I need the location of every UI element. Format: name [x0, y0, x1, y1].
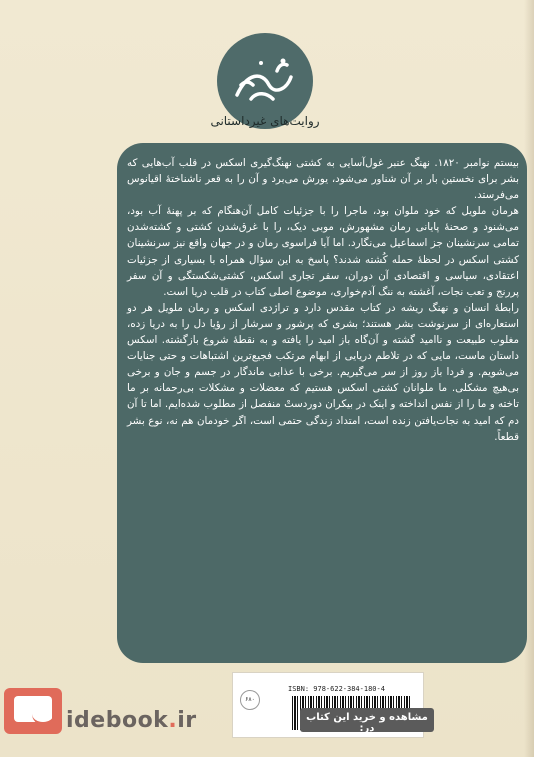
blurb-text	[127, 155, 519, 445]
watermark-brand-main: idebook	[66, 708, 169, 733]
price-badge: ۶۸۰	[240, 690, 260, 710]
blurb-paragraph-3: رابطهٔ انسان و نهنگ ریشه در کتاب مقدس دارد و تراژدی اسکس و رمان ملویل هر دو استعاره‌ای از سرنوشت بشر هستند؛ بشری که پرشور و سرشار از رؤیا دل را به دریا زده، مغلوب طبیعت و ناامید گشته و آن‌گاه باز امید را یافته و به نقطهٔ شروع بازگشته. اسکس داستان ماست، مایی که در تلاطم دریایی از ابهام مرتکب فجیع‌ترین اشتباهات و حتی جنایات می‌شویم. و فردا باز روز از سر می‌گیریم. برخی با عذابی ماندگار در جسم و جان و برخی بی‌هیچ مشکلی. ما ملوانان کشتی اسکس هستیم که معضلات و مشکلات بی‌رحمانه بر ما تاخته و ما را از نفس انداخته و اینک در بیکران دوردستْ منفصل از مطلوب شده‌ایم. اما تا آن دم که امید به نجات‌یافتن زنده است، امتداد زندگی حتمی است، اگر خودمان هم نه، نوع بشر قطعاً.	[127, 301, 519, 443]
blurb-panel	[117, 143, 527, 663]
blurb-paragraph-2: هرمان ملویل که خود ملوان بود، ماجرا را با جزئیات کامل آن‌هنگام که بر پهنهٔ آب بود، می‌شنود و صحنهٔ پایانی رمان مشهورش، موبی دیک، را با غرق‌شدن کشتی و کشته‌شدن تمامی سرنشینان جز اسماعیل می‌نگارد. اما آیا فراسوی رمان و در جهان واقع نیز سرنشینان کشتی اسکس در لحظهٔ حمله کُشته شدند؟ پاسخ به این سؤال همراه با بسیاری از جزئیات اعتقادی، سیاسی و اقتصادی آن دوران، سفر تجاری اسکس، کشتی‌شکستگی و آن سفر پررنج و تعب نجات، آغشته به ننگ آدم‌خواری، موضوع اصلی کتاب در قلب دریا است.	[127, 205, 519, 298]
watermark-brand[interactable]	[66, 708, 197, 733]
watermark-banner-text: مشاهده و خرید این کتاب در:	[306, 712, 428, 734]
blurb-paragraph-1: بیستم نوامبر ۱۸۲۰. نهنگ عنبر غول‌آسایی به کشتی نهنگ‌گیری اسکس در قلب آب‌هایی که بشر برای نخستین بار بر آن شناور می‌شود، یورش می‌برد و آن را به قعر ناشناختهٔ اقیانوس می‌فرستد.	[127, 157, 520, 202]
smile-icon	[32, 710, 54, 725]
watermark-banner[interactable]	[300, 708, 434, 732]
watermark-brand-dot: .	[168, 708, 178, 733]
watermark-brand-tld: ir	[177, 708, 197, 733]
watermark-book-icon	[4, 688, 62, 734]
isbn-text: ISBN: 978-622-384-180-4	[288, 685, 385, 693]
series-label: روایت‌های غیرداستانی	[210, 114, 320, 128]
